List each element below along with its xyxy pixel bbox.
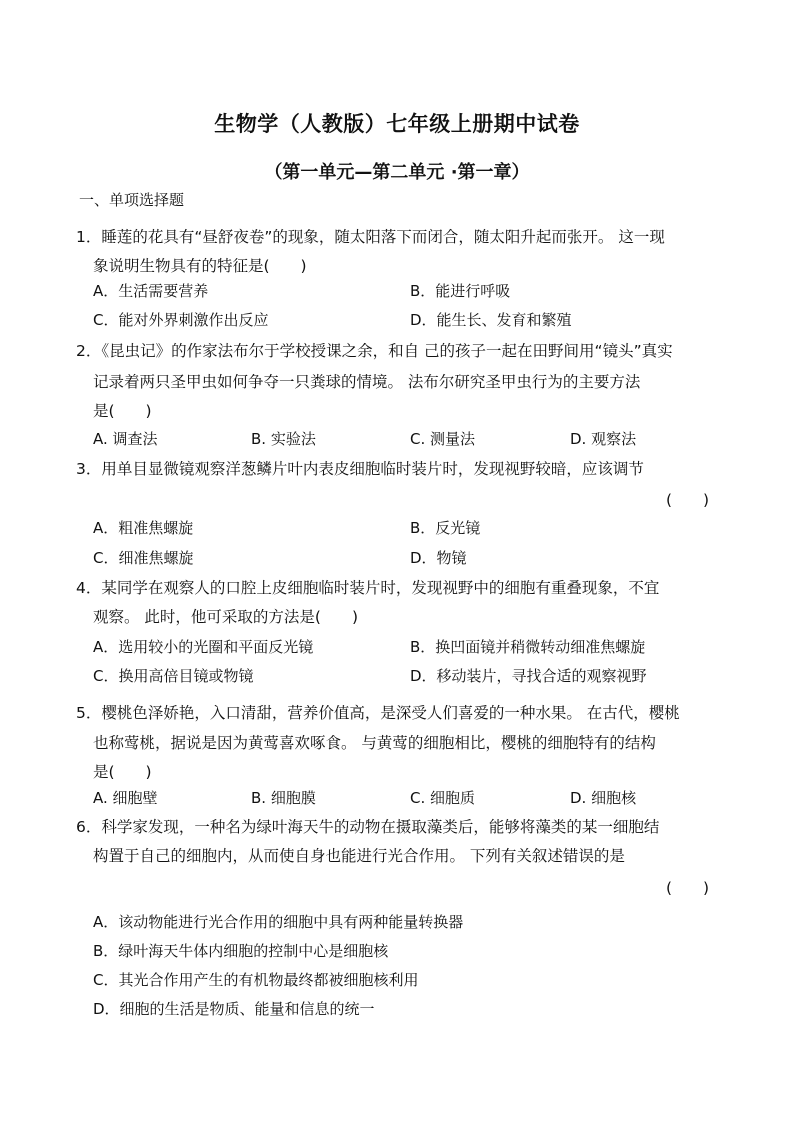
- question-4-option-d: D．移动装片，寻找合适的观察视野: [410, 667, 647, 685]
- question-2-option-c: C. 测量法: [410, 430, 476, 448]
- question-6-option-d: D．细胞的生活是物质、能量和信息的统一: [93, 1000, 375, 1018]
- section-heading: 一、单项选择题: [79, 191, 185, 209]
- question-5-option-d: D. 细胞核: [570, 789, 637, 807]
- page-title: 生物学（人教版）七年级上册期中试卷: [214, 112, 580, 136]
- question-2-option-d: D. 观察法: [570, 430, 637, 448]
- question-3-option-d: D．物镜: [410, 549, 467, 567]
- question-6-option-c: C．其光合作用产生的有机物最终都被细胞核利用: [93, 971, 419, 989]
- question-6-option-a: A．该动物能进行光合作用的细胞中具有两种能量转换器: [93, 913, 464, 931]
- question-2-option-a: A. 调查法: [93, 430, 158, 448]
- question-4-option-a: A．选用较小的光圈和平面反光镜: [93, 638, 314, 656]
- question-5-stem-line-2: 也称莺桃，据说是因为黄莺喜欢啄食。 与黄莺的细胞相比，樱桃的细胞特有的结构: [93, 734, 656, 752]
- question-3-stem-line-1: 3．用单目显微镜观察洋葱鳞片叶内表皮细胞临时装片时，发现视野较暗，应该调节: [76, 460, 644, 478]
- page-subtitle: （第一单元—第二单元 ·第一章）: [264, 162, 530, 183]
- question-1-option-d: D．能生长、发育和繁殖: [410, 311, 572, 329]
- question-4-option-c: C．换用高倍目镜或物镜: [93, 667, 254, 685]
- question-1-stem-line-1: 1．睡莲的花具有“昼舒夜卷”的现象，随太阳落下而闭合，随太阳升起而张开。 这一现: [76, 228, 665, 246]
- question-2-stem-line-1: 2．《昆虫记》的作家法布尔于学校授课之余，和自 己的孩子一起在田野间用“镜头”真实: [76, 342, 673, 360]
- question-2-stem-line-2: 记录着两只圣甲虫如何争夺一只粪球的情境。 法布尔研究圣甲虫行为的主要方法: [93, 373, 641, 391]
- question-5-option-c: C. 细胞质: [410, 789, 476, 807]
- question-1-stem-line-2: 象说明生物具有的特征是( ): [93, 257, 307, 275]
- question-2-option-b: B. 实验法: [251, 430, 316, 448]
- question-6-stem-line-2: 构置于自己的细胞内，从而使自身也能进行光合作用。 下列有关叙述错误的是: [93, 847, 625, 865]
- question-5-option-b: B. 细胞膜: [251, 789, 316, 807]
- question-6-option-b: B．绿叶海天牛体内细胞的控制中心是细胞核: [93, 942, 389, 960]
- question-3-option-c: C．细准焦螺旋: [93, 549, 194, 567]
- question-6-stem-line-1: 6．科学家发现，一种名为绿叶海天牛的动物在摄取藻类后，能够将藻类的某一细胞结: [76, 818, 660, 836]
- question-1-option-a: A．生活需要营养: [93, 282, 209, 300]
- question-5-stem-line-3: 是( ): [93, 763, 152, 781]
- question-2-stem-line-3: 是( ): [93, 402, 152, 420]
- question-6-answer-paren: ( ): [666, 879, 710, 897]
- question-5-stem-line-1: 5．樱桃色泽娇艳，入口清甜，营养价值高，是深受人们喜爱的一种水果。 在古代，樱桃: [76, 704, 680, 722]
- question-4-stem-line-2: 观察。 此时，他可采取的方法是( ): [93, 608, 359, 626]
- question-1-option-c: C．能对外界刺激作出反应: [93, 311, 269, 329]
- question-4-option-b: B．换凹面镜并稍微转动细准焦螺旋: [410, 638, 646, 656]
- question-4-stem-line-1: 4．某同学在观察人的口腔上皮细胞临时装片时，发现视野中的细胞有重叠现象，不宜: [76, 579, 660, 597]
- question-5-option-a: A. 细胞壁: [93, 789, 158, 807]
- question-3-option-b: B．反光镜: [410, 519, 481, 537]
- question-3-option-a: A．粗准焦螺旋: [93, 519, 194, 537]
- question-1-option-b: B．能进行呼吸: [410, 282, 511, 300]
- question-3-answer-paren: ( ): [666, 491, 710, 509]
